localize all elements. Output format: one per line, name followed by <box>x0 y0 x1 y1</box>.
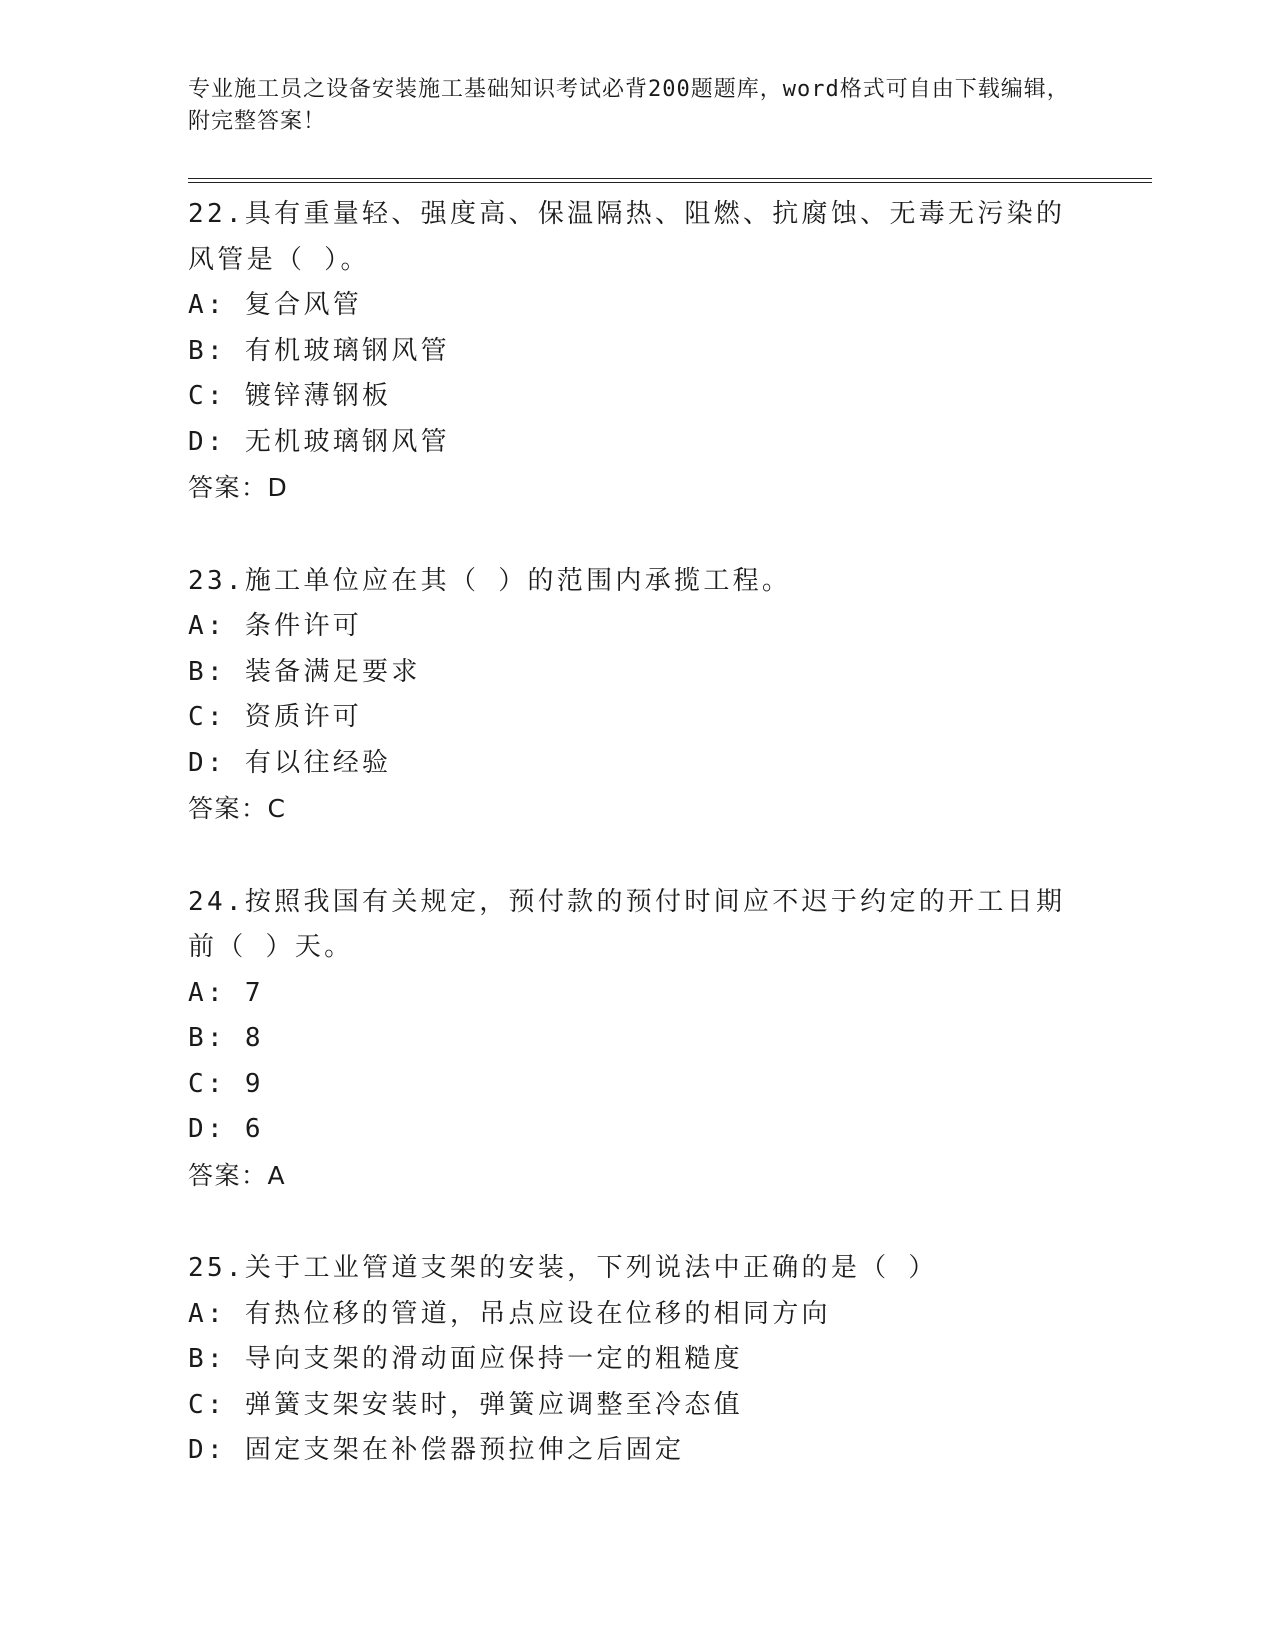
option-d: D: 6 <box>188 1114 264 1144</box>
header-divider-bottom <box>188 182 1152 183</box>
option-b: B: 导向支架的滑动面应保持一定的粗糙度 <box>188 1344 743 1374</box>
question-25 <box>188 1246 1088 1474</box>
option-d: D: 有以往经验 <box>188 747 392 778</box>
question-24 <box>188 880 1088 1199</box>
option-b: B: 装备满足要求 <box>188 656 421 687</box>
option-d: D: 无机玻璃钢风管 <box>188 426 450 457</box>
question-stem: 23.施工单位应在其（ ）的范围内承揽工程。 <box>188 565 792 596</box>
question-23 <box>188 559 1088 832</box>
question-stem: 25.关于工业管道支架的安装，下列说法中正确的是（ ） <box>188 1253 938 1283</box>
option-c: C: 镀锌薄钢板 <box>188 381 392 411</box>
question-stem: 22.具有重量轻、强度高、保温隔热、阻燃、抗腐蚀、无毒无污染的风管是（ ）。 <box>188 199 1066 275</box>
answer-line: 答案：A <box>188 1160 287 1190</box>
answer-line: 答案：D <box>188 473 289 502</box>
answer-line: 答案：C <box>188 794 287 823</box>
option-c: C: 弹簧支架安装时，弹簧应调整至冷态值 <box>188 1389 743 1420</box>
option-a: A: 7 <box>188 977 264 1008</box>
option-a: A: 有热位移的管道，吊点应设在位移的相同方向 <box>188 1298 831 1329</box>
question-list <box>188 192 1088 1474</box>
header-divider-top <box>188 178 1152 179</box>
question-22 <box>188 192 1088 511</box>
option-d: D: 固定支架在补偿器预拉伸之后固定 <box>188 1435 685 1465</box>
option-b: B: 8 <box>188 1023 264 1053</box>
document-header: 专业施工员之设备安装施工基础知识考试必背200题题库，word格式可自由下载编辑，附完整答案！ <box>188 77 1070 134</box>
option-c: C: 9 <box>188 1068 264 1099</box>
question-stem: 24.按照我国有关规定，预付款的预付时间应不迟于约定的开工日期前（ ）天。 <box>188 886 1066 962</box>
option-a: A: 条件许可 <box>188 611 363 641</box>
option-a: A: 复合风管 <box>188 290 363 320</box>
option-b: B: 有机玻璃钢风管 <box>188 335 450 366</box>
option-c: C: 资质许可 <box>188 702 363 732</box>
